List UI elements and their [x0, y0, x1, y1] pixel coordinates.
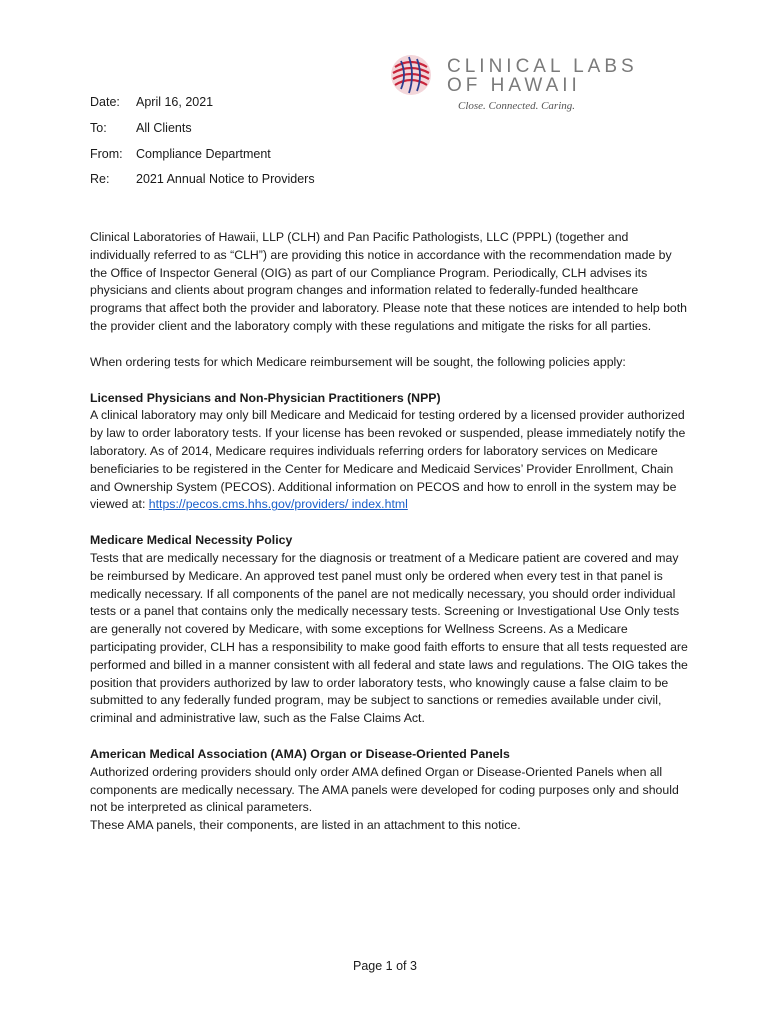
page-number: Page 1 of 3: [353, 959, 417, 973]
memo-re-row: [90, 169, 315, 195]
section-text-ama-panels: Authorized ordering providers should only order AMA defined Organ or Disease-Oriented Panels when all components are medically necessary. The AMA panels were developed for coding purposes only and should not be interpreted as clinical parameters.: [90, 764, 679, 815]
to-value: All Clients: [136, 120, 192, 135]
memo-header: [90, 92, 315, 195]
date-value: April 16, 2021: [136, 95, 214, 109]
clh-logo-mark: [389, 53, 433, 97]
section-heading-ama-panels: American Medical Association (AMA) Organ or Disease-Oriented Panels: [90, 746, 510, 761]
re-label: Re:: [90, 172, 110, 187]
intro-paragraph: Clinical Laboratories of Hawaii, LLP (CLH) and Pan Pacific Pathologists, LLC (PPPL) (together and individually referred to as “CLH”) are providing this notice in accordance with the recommendation made by the Office of Inspector General (OIG) as part of our Compliance Program. Periodically, CLH advises its physicians and clients about program changes and information related to federally-funded healthcare programs that affect both the provider and laboratory. Please note that these notices are intended to help both the provider client and the laboratory comply with these regulations and mitigate the risks for all parties.: [90, 230, 688, 333]
section-heading-medical-necessity: Medicare Medical Necessity Policy: [90, 533, 293, 548]
section-text-ama-attachment: These AMA panels, their components, are listed in an attachment to this notice.: [90, 818, 521, 833]
letter-body: [90, 229, 688, 835]
to-label: To:: [90, 120, 107, 135]
logo-wordmark-line1: CLINICAL LABS: [447, 56, 638, 77]
section-text-npp: [90, 407, 688, 514]
date-label: Date:: [90, 95, 120, 109]
npp-text: A clinical laboratory may only bill Medicare and Medicaid for testing ordered by a licensed provider authorized by law to order laboratory tests. If your license has been revoked or suspended, please immediately notify the laboratory. As of 2014, Medicare requires individuals referring orders for laboratory services on Medicare beneficiaries to be registered in the Center for Medicare and Medicaid Services’ Provider Enrollment, Chain and Ownership System (PECOS). Additional information on PECOS and how to enroll in the system may be viewed at:: [90, 408, 686, 512]
section-text-medical-necessity: Tests that are medically necessary for the diagnosis or treatment of a Medicare patient are covered and may be reimbursed by Medicare. An approved test panel must only be ordered when every test in that panel is medically necessary. If all components of the panel are not medically necessary, you should order individual tests or a panel that contains only the medically necessary tests. Screening or Investigational Use Only tests are generally not covered by Medicare, with some exceptions for Wellness Screens. As a Medicare participating provider, CLH has a responsibility to make good faith efforts to ensure that all tests requested are performed and billed in a manner consistent with all federal and state laws and regulations. The OIG takes the position that providers authorized by law to order laboratory tests, who knowingly cause a false claim to be submitted to any federally funded program, may be subject to sanctions or remedies available under civil, criminal and administrative law, such as the False Claims Act.: [90, 550, 688, 726]
memo-to-row: [90, 118, 315, 144]
re-value: 2021 Annual Notice to Providers: [136, 172, 315, 187]
company-logo: [389, 50, 669, 120]
logo-wordmark-line2: OF HAWAII: [447, 75, 581, 96]
from-value: Compliance Department: [136, 146, 271, 161]
logo-tagline: Close. Connected. Caring.: [458, 100, 576, 112]
pecos-link[interactable]: https://pecos.cms.hhs.gov/providers/ index.html: [148, 497, 408, 512]
from-label: From:: [90, 146, 123, 161]
memo-date-row: [90, 92, 315, 118]
memo-from-row: [90, 144, 315, 170]
policy-lead-paragraph: When ordering tests for which Medicare reimbursement will be sought, the following policies apply:: [90, 354, 626, 369]
section-heading-npp: Licensed Physicians and Non-Physician Practitioners (NPP): [90, 390, 441, 405]
